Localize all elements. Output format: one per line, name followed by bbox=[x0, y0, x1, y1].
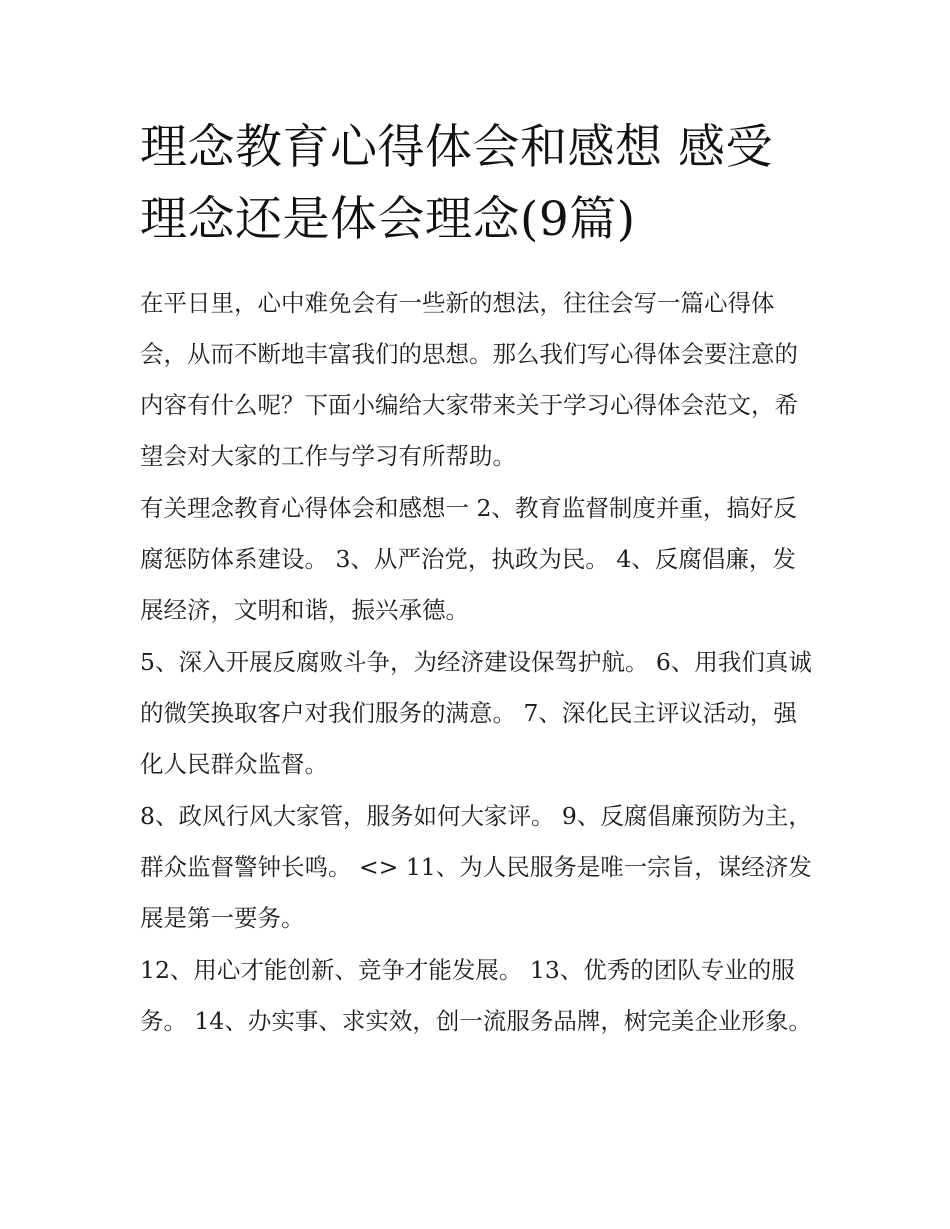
slogan-paragraph-2: 5、深入开展反腐败斗争，为经济建设保驾护航。 6、用我们真诚的微笑换取客户对我们服务的满意。 7、深化民主评议活动，强化人民群众监督。 bbox=[140, 648, 812, 778]
slogan-paragraph-4: 12、用心才能创新、竞争才能发展。 13、优秀的团队专业的服务。 14、办实事、求实效，创一流服务品牌，树完美企业形象。 bbox=[140, 956, 812, 1035]
document-title: 理念教育心得体会和感想 感受理念还是体会理念(9篇) bbox=[140, 120, 773, 247]
document-page bbox=[140, 112, 812, 1048]
slogan-paragraph-3: 8、政风行风大家管，服务如何大家评。 9、反腐倡廉预防为主，群众监督警钟长鸣。 <> 11、为人民服务是唯一宗旨，谋经济发展是第一要务。 bbox=[140, 802, 812, 932]
slogan-paragraph-1: 有关理念教育心得体会和感想一 2、教育监督制度并重，搞好反腐惩防体系建设。 3、从严治党，执政为民。 4、反腐倡廉，发展经济，文明和谐，振兴承德。 bbox=[140, 494, 797, 624]
intro-paragraph: 在平日里，心中难免会有一些新的想法，往往会写一篇心得体会，从而不断地丰富我们的思想。那么我们写心得体会要注意的内容有什么呢？下面小编给大家带来关于学习心得体会范文，希望会对大家的工作与学习有所帮助。 bbox=[140, 289, 798, 470]
